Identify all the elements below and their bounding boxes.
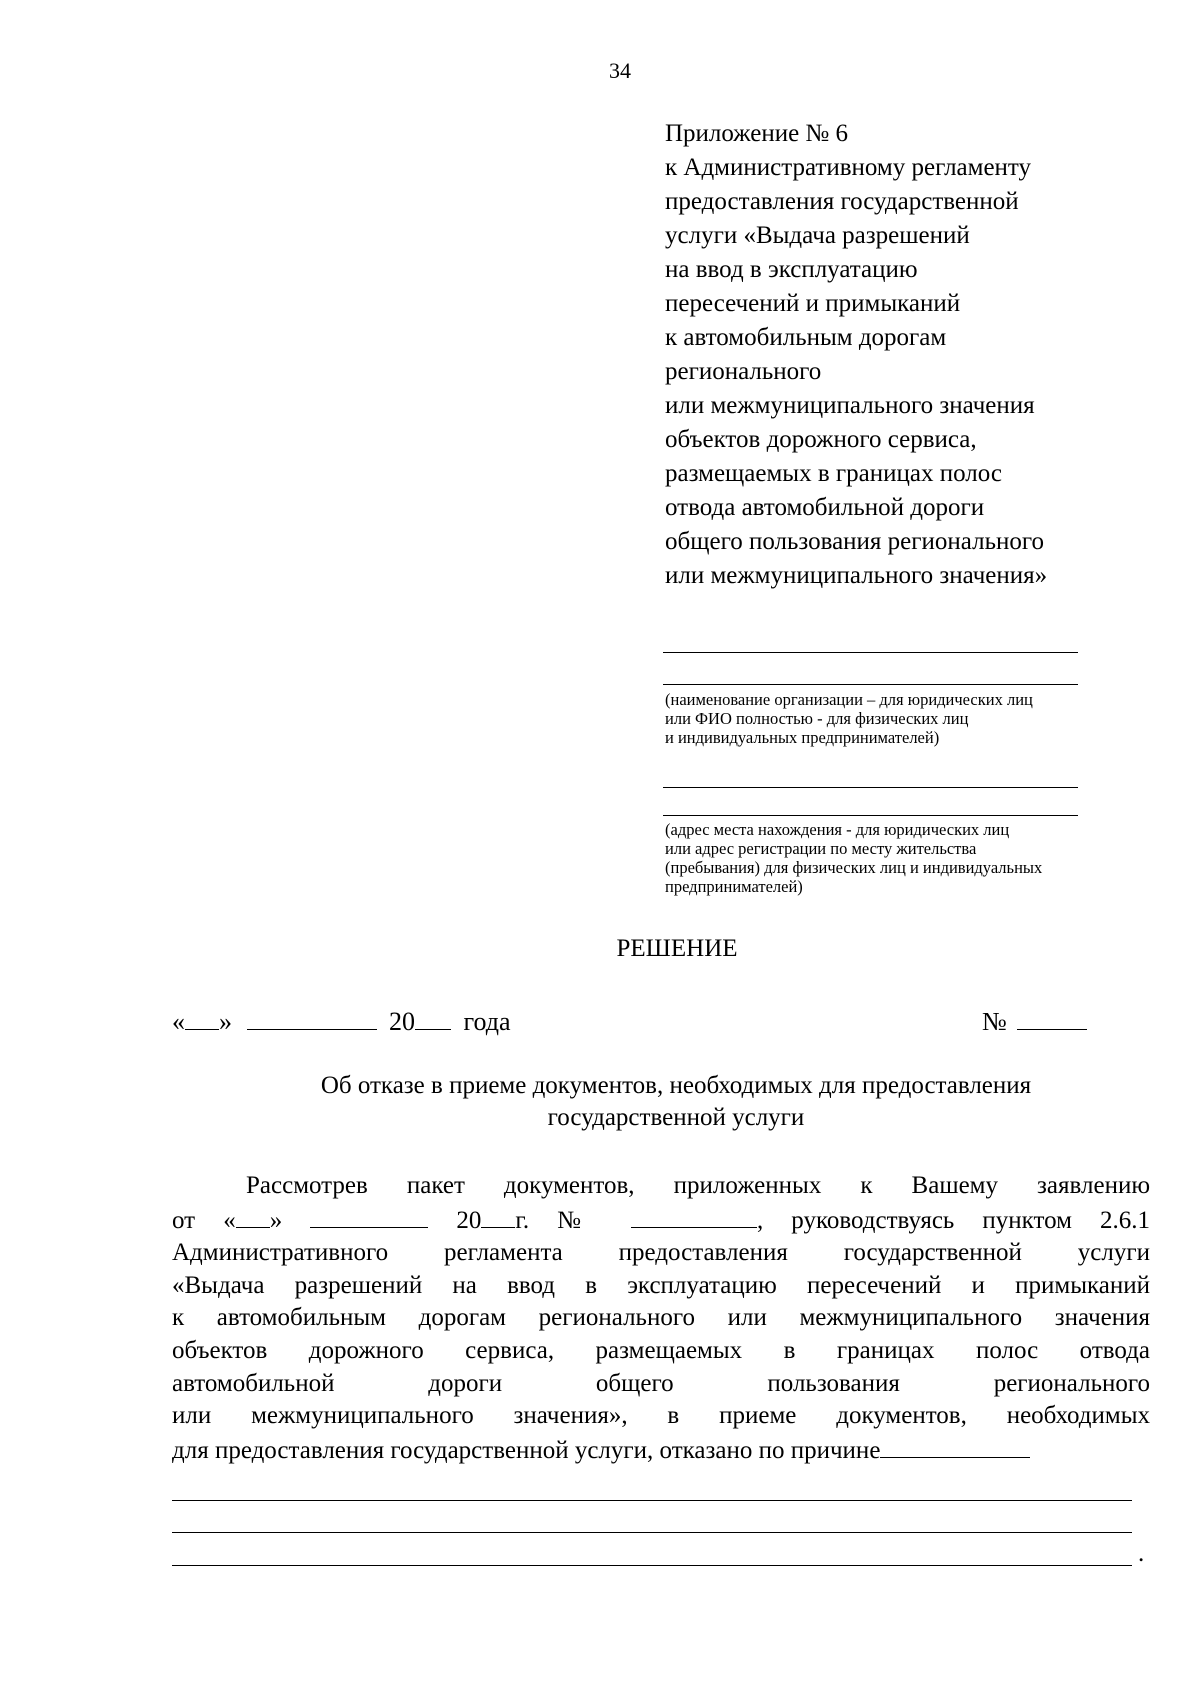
body-line: автомобильной дороги общего пользования регионального: [172, 1369, 1150, 1397]
reason-line: [172, 1500, 1132, 1501]
document-title: РЕШЕНИЕ: [616, 935, 738, 962]
body-line: или межмуниципального значения», в приеме документов, необходимых: [172, 1402, 1150, 1430]
decision-subject: Об отказе в приеме документов, необходимых для предоставления государственной услуги: [320, 1072, 1032, 1131]
appendix-line: размещаемых в границах полос: [665, 460, 1002, 487]
decision-date: « » 20 года: [172, 1007, 511, 1036]
body-line: от « » 20 г. № , руководствуясь пунктом 2.6.1: [172, 1203, 1150, 1238]
appendix-line: услуги «Выдача разрешений: [665, 222, 970, 249]
appendix-line: предоставления государственной: [665, 188, 1019, 215]
body-line: к автомобильным дорогам регионального или межмуниципального значения: [172, 1304, 1150, 1332]
year-blank: [415, 1005, 451, 1030]
page-number: 34: [609, 58, 631, 83]
number-blank: [1017, 1005, 1087, 1030]
body-line: «Выдача разрешений на ввод в эксплуатацию пересечений и примыканий: [172, 1271, 1150, 1299]
recipient-name-line: [663, 684, 1078, 685]
appendix-header: [665, 117, 1115, 593]
appendix-line: на ввод в эксплуатацию: [665, 256, 918, 283]
appendix-line: к автомобильным дорогам: [665, 324, 947, 351]
recipient-address-caption: (адрес места нахождения - для юридических лиц или адрес регистрации по месту жительства (пребывания) для физических лиц и индивидуальных предпринимателей): [665, 820, 1043, 896]
application-number-blank: [631, 1203, 757, 1228]
body-line: Рассмотрев пакет документов, приложенных к Вашему заявлению: [246, 1172, 1150, 1199]
appendix-line: отвода автомобильной дороги: [665, 494, 985, 521]
appendix-line: или межмуниципального значения»: [665, 562, 1048, 589]
recipient-address-line: [663, 815, 1078, 816]
appendix-line: или межмуниципального значения: [665, 392, 1035, 419]
reason-blank: [880, 1433, 1030, 1458]
appendix-line: объектов дорожного сервиса,: [665, 426, 977, 453]
appendix-line: пересечений и примыканий: [665, 290, 961, 317]
reason-line: [172, 1565, 1132, 1566]
body-line: объектов дорожного сервиса, размещаемых в границах полос отвода: [172, 1336, 1150, 1364]
appendix-line: к Административному регламенту: [665, 154, 1032, 181]
recipient-address-line: [663, 787, 1078, 788]
appendix-line: общего пользования регионального: [665, 528, 1044, 555]
decision-body: [172, 1170, 1150, 1467]
closing-period: .: [1138, 1540, 1145, 1567]
recipient-name-line: [663, 652, 1078, 653]
body-line: Административного регламента предоставления государственной услуги: [172, 1239, 1150, 1267]
appendix-line: Приложение № 6: [665, 120, 849, 147]
recipient-name-caption: (наименование организации – для юридических лиц или ФИО полностью - для физических лиц и индивидуальных предпринимателей): [665, 690, 1033, 747]
decision-number: №: [982, 1005, 1087, 1037]
appendix-line: регионального: [665, 358, 822, 385]
reason-line: [172, 1532, 1132, 1533]
day-blank: [185, 1005, 219, 1030]
application-month-blank: [310, 1203, 428, 1228]
month-blank: [247, 1005, 377, 1030]
body-line: для предоставления государственной услуги, отказано по причине: [172, 1433, 1150, 1468]
